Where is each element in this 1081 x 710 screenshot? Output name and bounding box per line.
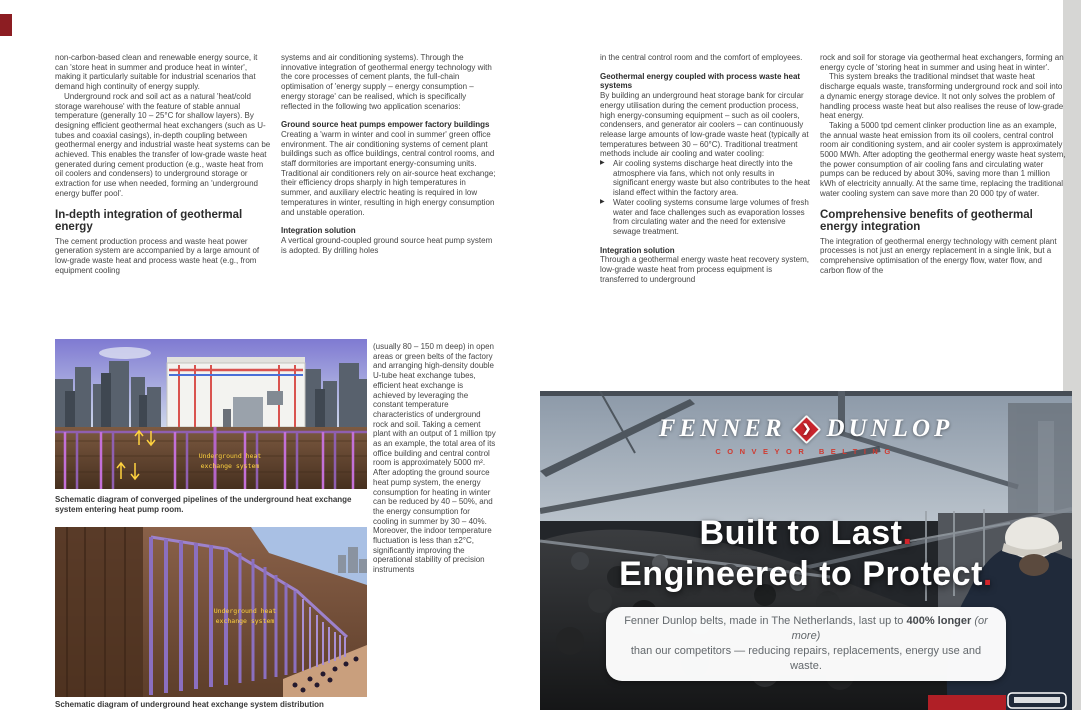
paragraph: Creating a 'warm in winter and cool in summer' green office environment. The air conditioning systems of cement plant buildings such as office buildings, central control rooms, and staff dormitories are important energy-consuming units. Traditional air conditioners rely on air-source heat exchange; their efficiency drops sharply in high temperatures in summer, and auxiliary electric heating is required in low temperatures in winter, resulting in high energy consumption and unstable operation. bbox=[281, 129, 496, 217]
paragraph: rock and soil for storage via geothermal heat exchangers, forming an energy cycle of 'storing heat in summer and using heat in winter'. bbox=[820, 53, 1064, 72]
sub-heading: Integration solution bbox=[281, 226, 356, 236]
paragraph: The integration of geothermal energy technology with cement plant processes is not just an energy replacement in a single link, but a comprehensive optimisation of the energy flow, water flow, and carbon flow of the bbox=[820, 236, 1057, 275]
sub-heading: Ground source heat pumps empower factory buildings bbox=[281, 120, 490, 130]
figure-2-caption: Schematic diagram of underground heat exchange system distribution bbox=[55, 700, 324, 709]
section-heading: Comprehensive benefits of geothermal energy integration bbox=[820, 208, 1033, 234]
fenner-dunlop-logo bbox=[540, 415, 1072, 456]
column-4 bbox=[820, 53, 1066, 275]
figure-label: exchange system bbox=[215, 617, 275, 625]
ad-headline bbox=[540, 513, 1072, 595]
paragraph: Through a geothermal energy waste heat recovery system, low-grade waste heat from process equipment is transferred to underground bbox=[600, 255, 809, 284]
figure-pipe-field bbox=[55, 527, 367, 697]
paragraph: A vertical ground-coupled ground source heat pump system is adopted. By drilling holes bbox=[281, 235, 493, 255]
bullet-triangle-icon: ▶ bbox=[600, 160, 605, 167]
figure-label: Underground heat bbox=[213, 607, 277, 615]
brand-word-fenner: FENNER bbox=[658, 415, 786, 442]
ad-body-line-2: than our competitors — reducing repairs, replacements, energy use and waste. bbox=[630, 645, 982, 672]
ad-headline-line-2: Engineered to Protect. bbox=[619, 555, 993, 593]
ad-red-strip bbox=[928, 695, 1006, 710]
column-2-wrap bbox=[373, 342, 497, 710]
paragraph: Taking a 5000 tpd cement clinker production line as an example, the annual waste heat emission from its oil coolers, central control room air conditioning system, and air cooler system is approximately 5000 MWh. After adopting the geothermal energy waste heat system, the power consumption of air cooling fans and circulating water pumps can be reduced by about 30%, saving more than 1 million kWh of electricity annually. At the same time, replacing the traditional water cooling system can save more than 20 000 tpy of water. bbox=[820, 120, 1066, 198]
paragraph: The cement production process and waste heat power generation system are accompanied by a large amount of low-grade waste heat and process waste heat (e.g., from equipment cooling bbox=[55, 236, 260, 275]
red-period: . bbox=[982, 555, 993, 593]
figure-heat-pump-room bbox=[55, 339, 367, 489]
column-1 bbox=[55, 53, 271, 275]
bullet-item bbox=[600, 198, 812, 237]
figure-pipe-field-graphic bbox=[55, 527, 367, 697]
figure-label: exchange system bbox=[200, 462, 260, 470]
brand-word-dunlop: DUNLOP bbox=[826, 415, 954, 442]
column-3 bbox=[600, 53, 812, 284]
section-heading: In-depth integration of geothermal energy bbox=[55, 208, 243, 234]
fenner-dunlop-advert bbox=[540, 391, 1072, 710]
paragraph: in the central control room and the comfort of employees. bbox=[600, 53, 803, 62]
ad-body-line-1: Fenner Dunlop belts, made in The Netherlands, last up to 400% longer (or more) bbox=[624, 615, 988, 642]
brand-tagline: CONVEYOR BELTING bbox=[715, 447, 897, 456]
bullet-item bbox=[600, 159, 812, 198]
bullet-text: Water cooling systems consume large volumes of fresh water and face challenges such as evaporation losses from circulating water and the need for extensive sewage treatment. bbox=[613, 197, 809, 236]
fenner-dunlop-diamond-icon: ❯ bbox=[791, 414, 821, 444]
paragraph: systems and air conditioning systems). Through the innovative integration of geothermal energy technology with the core processes of cement plants, the full-chain optimisation of 'energy supply – energy consumption – energy storage' can be realised, which is specifically reflected in the following two application scenarios: bbox=[281, 53, 492, 111]
figure-label: Underground heat bbox=[198, 452, 262, 460]
page-corner-mark bbox=[0, 14, 12, 36]
paragraph: (usually 80 – 150 m deep) in open areas or green belts of the factory and arranging high-density double U-tube heat exchange tubes, efficient heat exchange is achieved by leveraging the constant temperature characteristics of underground rock and soil. Taking a cement plant with an output of 1 million tpy as an example, the total area of its office building and central control room is approximately 5000 m². After adopting the ground source heat pump system, the energy consumption for heating in winter can be reduced by 40 – 50%, and the energy consumption for cooling in summer by 30 – 40%. Moreover, the indoor temperature fluctuation is less than ±2°C, significantly improving the operational stability of precision instruments bbox=[373, 342, 496, 575]
red-period: . bbox=[902, 514, 913, 552]
paragraph: By building an underground heat storage bank for circular energy utilisation during the cement production process, high energy-consuming equipment – such as oil coolers, condensers, and generator air coolers – can continuously release large amounts of low-grade waste heat (typically at temperatures between 30 – 60°C). Traditional treatment methods include air cooling and water cooling: bbox=[600, 91, 809, 159]
bullet-text: Air cooling systems discharge heat directly into the atmosphere via fans, which not only results in significant energy waste but also contributes to the heat island effect within the factory area. bbox=[613, 159, 811, 198]
paragraph: Underground rock and soil act as a natural 'heat/cold storage warehouse' with the feature of stable annual temperature (generally 10 – 25°C for shallow layers). By designing efficient geothermal heat exchangers (such as U-tubes and coaxial casings), in-depth coupling between geothermal energy and industrial waste heat systems can be achieved. This enables the transfer of low-grade waste heat generated during cement production (e.g., waste heat from oil coolers and condensers) to underground storage or extraction for use when needed, forming an 'underground energy buffer pool'. bbox=[55, 91, 271, 198]
ad-headline-line-1: Built to Last. bbox=[699, 514, 913, 552]
ad-body-copy bbox=[606, 607, 1006, 681]
figure-heat-pump-room-graphic bbox=[55, 339, 367, 489]
sub-heading: Geothermal energy coupled with process waste heat systems bbox=[600, 71, 801, 91]
figure-1-caption: Schematic diagram of converged pipelines of the underground heat exchange system entering heat pump room. bbox=[55, 495, 352, 514]
column-2 bbox=[281, 53, 498, 255]
paragraph: non-carbon-based clean and renewable energy source, it can 'store heat in summer and produce heat in winter', making it particularly suitable for industrial scenarios that demand high continuity of energy supply. bbox=[55, 53, 258, 92]
bullet-triangle-icon: ▶ bbox=[600, 198, 605, 205]
sub-heading: Integration solution bbox=[600, 245, 675, 255]
paragraph: This system breaks the traditional mindset that waste heat discharge equals waste, transforming underground rock and soil into a dynamic energy storage device. It not only solves the problem of handling process waste heat but also realises the reuse of low-grade heat energy. bbox=[820, 72, 1064, 121]
